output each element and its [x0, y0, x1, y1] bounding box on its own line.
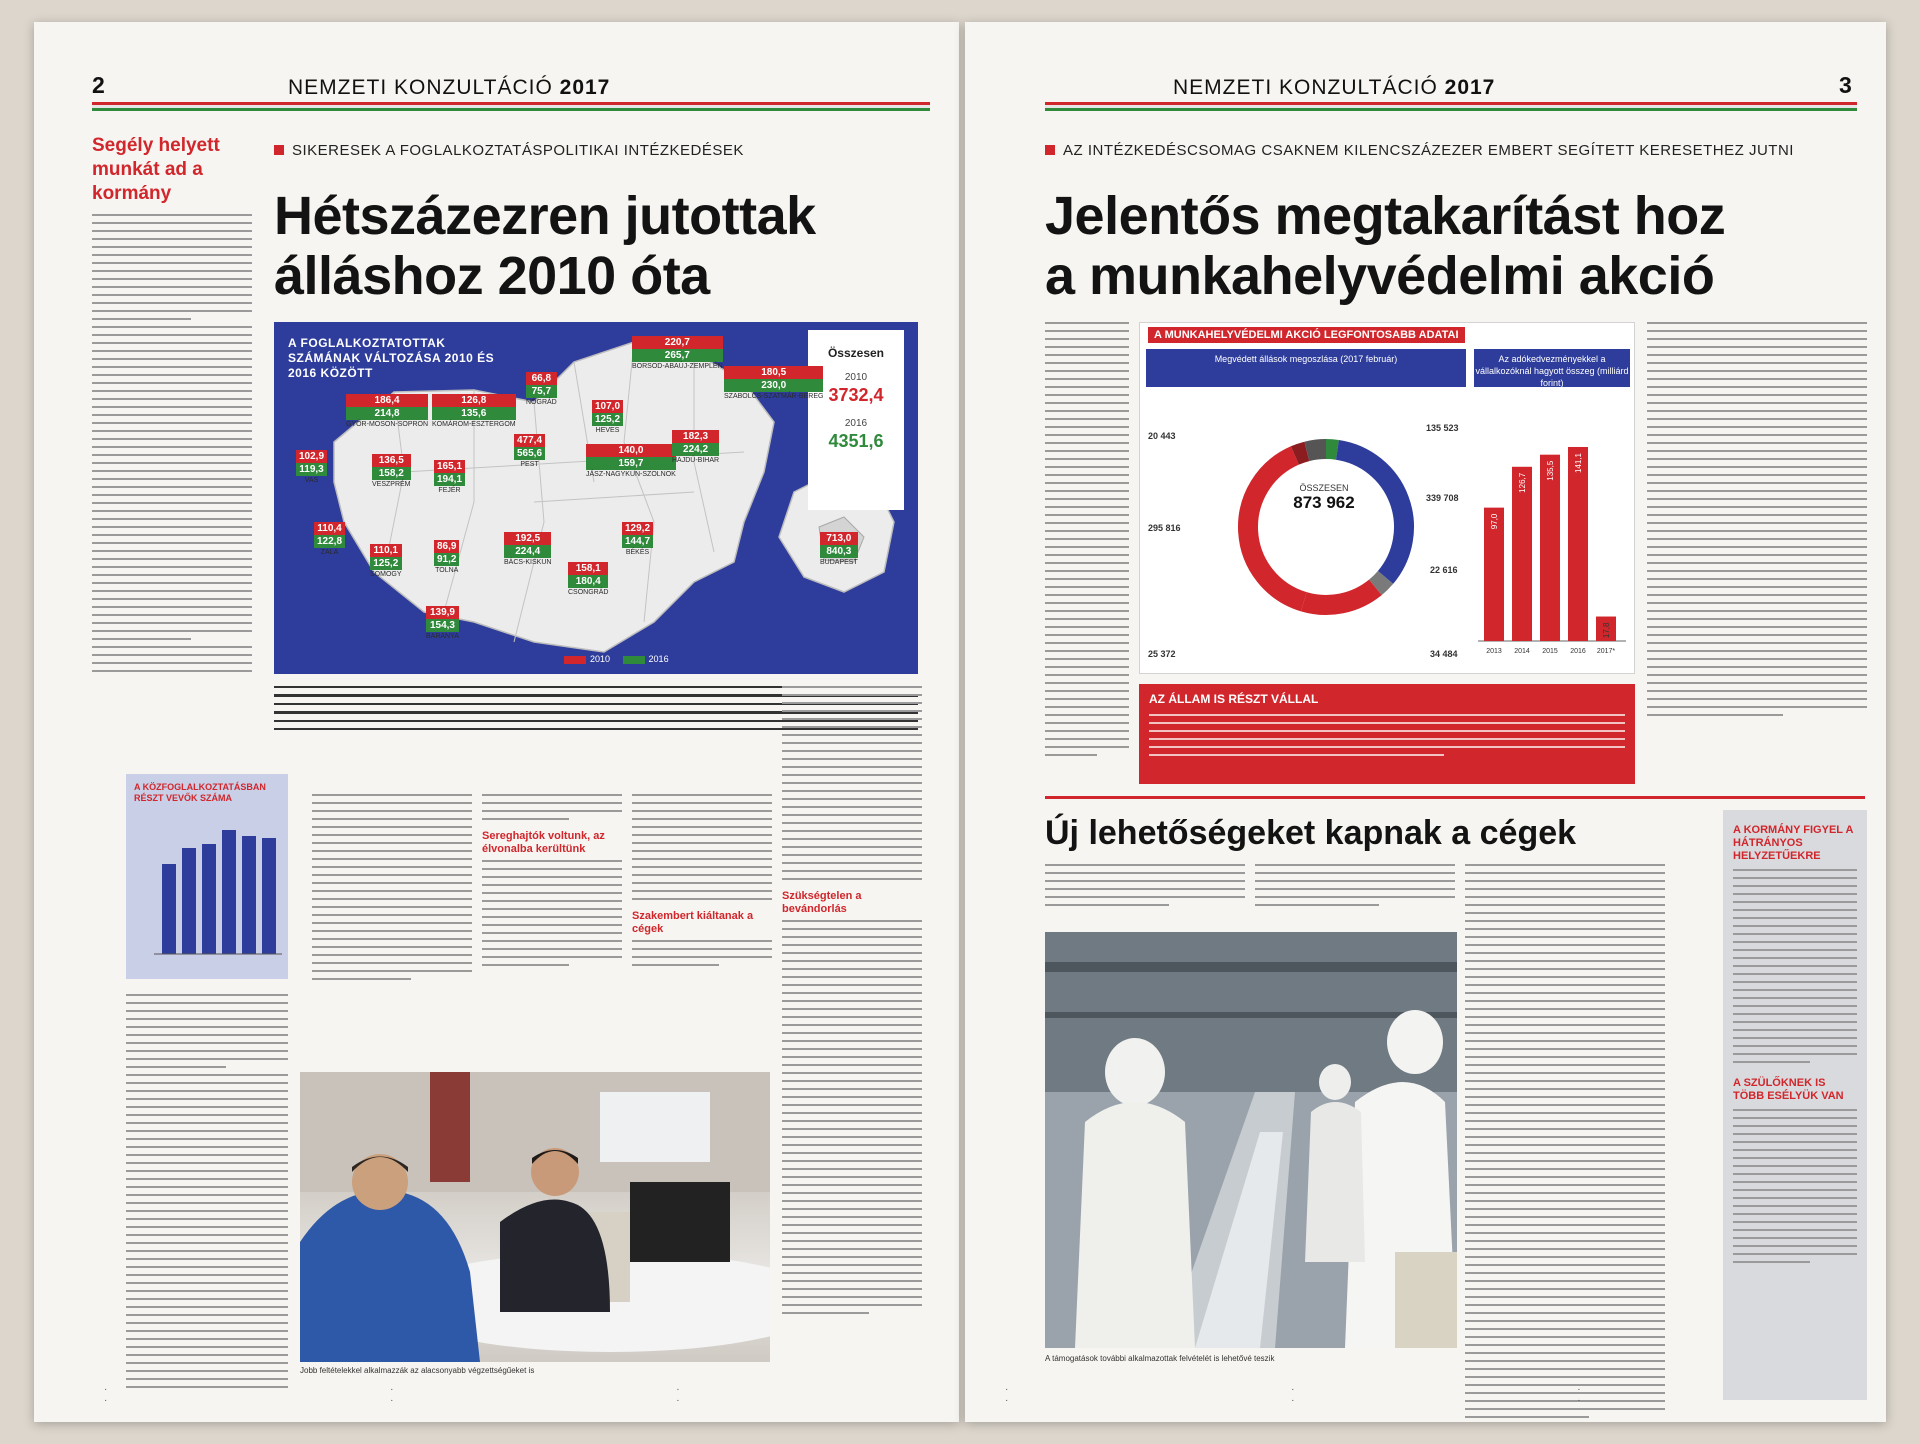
county-label: 66,8 75,7 NÓGRÁD: [526, 373, 557, 406]
county-label: 107,0 125,2 HEVES: [592, 400, 623, 434]
body-text-col3: [482, 794, 622, 972]
body-text-col5: [782, 686, 922, 1320]
page-number: 3: [1839, 72, 1852, 98]
county-label: 186,4 214,8 GYŐR-MOSON-SOPRON: [346, 395, 429, 428]
subhead-1: Sereghajtók voltunk, az élvonalba kerültünk: [482, 830, 605, 855]
donut-value-label: 34 484: [1430, 649, 1458, 659]
bar: [1540, 455, 1560, 641]
map-legend: 2010 2016: [554, 654, 669, 664]
bar-year-label: 2013: [1486, 648, 1502, 655]
donut-segment: [1375, 577, 1385, 587]
public-work-bars: [126, 774, 288, 979]
bar-year-label: 2014: [1514, 648, 1530, 655]
donut-segment: [1248, 455, 1304, 601]
county-label: 220,7 265,7 BORSOD-ABAÚJ-ZEMPLÉN: [632, 337, 723, 370]
body-text-col1: [126, 994, 288, 1394]
county-label: 140,0 159,7 JÁSZ-NAGYKUN-SZOLNOK: [586, 445, 676, 478]
county-label: 126,8 135,6 KOMÁROM-ESZTERGOM: [432, 395, 516, 428]
running-head: NEMZETI KONZULTÁCIÓ 2017: [288, 76, 611, 99]
section-divider: [1045, 796, 1865, 799]
side-column-text: [92, 214, 252, 678]
donut-segment: [1326, 449, 1337, 450]
county-label: 110,4 122,8 ZALA: [314, 522, 345, 556]
donut-segment: [1307, 449, 1326, 451]
fold-marks: · · · · · ·: [104, 1384, 820, 1406]
left-page: [34, 22, 959, 1422]
body-text-col4: [632, 794, 772, 972]
photo-caption: A támogatások további alkalmazottak felvételét is lehetővé teszik: [1045, 1354, 1275, 1363]
bar-value-label: 17,8: [1602, 622, 1611, 639]
public-work-chart: A KÖZFOGLALKOZTATÁSBAN RÉSZT VEVŐK SZÁMA: [126, 774, 288, 979]
county-label: 182,3 224,2 HAJDÚ-BIHAR: [672, 431, 720, 464]
kicker: SIKERESEK A FOGLALKOZTATÁSPOLITIKAI INTÉZKEDÉSEK: [274, 142, 744, 159]
photo-caption: Jobb feltételekkel alkalmazzák az alacsonyabb végzettségűeket is: [300, 1366, 535, 1375]
tax-savings-bar-chart: [1474, 391, 1630, 671]
map-title: A FOGLALKOZTATOTTAK SZÁMÁNAK VÁLTOZÁSA 2010 ÉS 2016 KÖZÖTT: [288, 336, 495, 380]
bar-year-label: 2015: [1542, 648, 1558, 655]
sidebar-box: A KORMÁNY FIGYEL A HÁTRÁNYOS HELYZETŰEKRE A SZÜLŐKNEK IS TÖBB ESÉLYÜK VAN: [1723, 810, 1867, 1400]
section2-col2: [1255, 864, 1455, 912]
kicker: AZ INTÉZKEDÉSCSOMAG CSAKNEM KILENCSZÁZEZER EMBERT SEGÍTETT KERESETHEZ JUTNI: [1045, 142, 1794, 159]
right-body-col2: [1647, 322, 1867, 722]
body-text-col2: [312, 794, 472, 986]
employment-map-infographic: [274, 322, 918, 674]
donut-segment: [1295, 451, 1307, 455]
total-box: Összesen 2010 3732,4 2016 4351,6: [808, 330, 904, 510]
fold-marks: · · · · · ·: [1005, 1384, 1721, 1406]
side-headline: Segély helyett munkát ad a kormány: [92, 135, 220, 204]
main-headline: Hétszázezren jutottak álláshoz 2010 óta: [274, 186, 816, 306]
bar-value-label: 97,0: [1490, 513, 1499, 530]
factory-photo-scene: [1045, 932, 1457, 1348]
county-label: 139,9 154,3 BARANYA: [426, 607, 459, 640]
bar-column-header: Az adókedvezményekkel a vállalkozóknál hagyott összeg (milliárd forint): [1474, 349, 1630, 387]
section2-headline: Új lehetőségeket kapnak a cégek: [1045, 814, 1577, 852]
county-label: 477,4 565,6 PEST: [514, 434, 545, 468]
bar: [1568, 447, 1588, 641]
bar-value-label: 141,1: [1574, 452, 1583, 474]
donut-value-label: 339 708: [1426, 493, 1459, 503]
factory-photo: [1045, 932, 1457, 1348]
donut-segment: [1337, 450, 1404, 578]
subhead-3: Szükségtelen a bevándorlás: [782, 890, 862, 915]
donut-value-label: 22 616: [1430, 565, 1458, 575]
office-photo-scene: [300, 1072, 770, 1362]
job-protection-infographic: [1139, 322, 1635, 674]
bar-year-label: 2016: [1570, 648, 1586, 655]
bar-value-label: 135,5: [1546, 460, 1555, 481]
tricolor-rule: [1045, 102, 1857, 111]
donut-value-label: 20 443: [1148, 431, 1176, 441]
office-photo: [300, 1072, 770, 1362]
section2-col3: [1465, 864, 1665, 1422]
running-head: NEMZETI KONZULTÁCIÓ 2017: [1173, 76, 1496, 99]
county-label: 165,1 194,1 FEJÉR: [434, 460, 465, 494]
tricolor-rule: [92, 102, 930, 111]
main-headline: Jelentős megtakarítást hoz a munkahelyvédelmi akció: [1045, 186, 1726, 306]
county-label: 102,9 119,3 VAS: [296, 450, 327, 484]
county-label: 158,1 180,4 CSONGRÁD: [568, 563, 609, 596]
donut-column-header: Megvédett állások megoszlása (2017 február): [1146, 349, 1466, 387]
section2-col1: [1045, 864, 1245, 912]
donut-center: ÖSSZESEN 873 962: [1293, 483, 1355, 512]
bar-value-label: 126,7: [1518, 472, 1527, 493]
donut-segment: [1304, 587, 1376, 605]
county-label: 136,5 158,2 VESZPRÉM: [372, 455, 411, 488]
county-label: 180,5 230,0 SZABOLCS-SZATMÁR-BEREG: [724, 367, 824, 400]
county-label: 192,5 224,4 BÁCS-KISKUN: [504, 533, 552, 566]
donut-value-label: 135 523: [1426, 423, 1459, 433]
subhead-2: Szakembert kiáltanak a cégek: [632, 910, 754, 935]
right-page: [965, 22, 1886, 1422]
county-label: 110,1 125,2 SOMOGY: [370, 545, 402, 578]
county-label: 129,2 144,7 BÉKÉS: [622, 522, 653, 556]
page-number: 2: [92, 72, 105, 98]
donut-value-label: 25 372: [1148, 649, 1176, 659]
donut-value-label: 295 816: [1148, 523, 1181, 533]
infographic-title: A MUNKAHELYVÉDELMI AKCIÓ LEGFONTOSABB ADATAI: [1148, 327, 1465, 343]
county-label: 86,9 91,2 TOLNA: [435, 541, 459, 574]
newspaper-spread: [34, 22, 1886, 1422]
bar-year-label: 2017*: [1596, 648, 1616, 655]
state-contribution-box: AZ ÁLLAM IS RÉSZT VÁLLAL: [1139, 684, 1635, 784]
county-label: 713,0 840,3 BUDAPEST: [820, 533, 858, 566]
right-body-col1: [1045, 322, 1129, 762]
